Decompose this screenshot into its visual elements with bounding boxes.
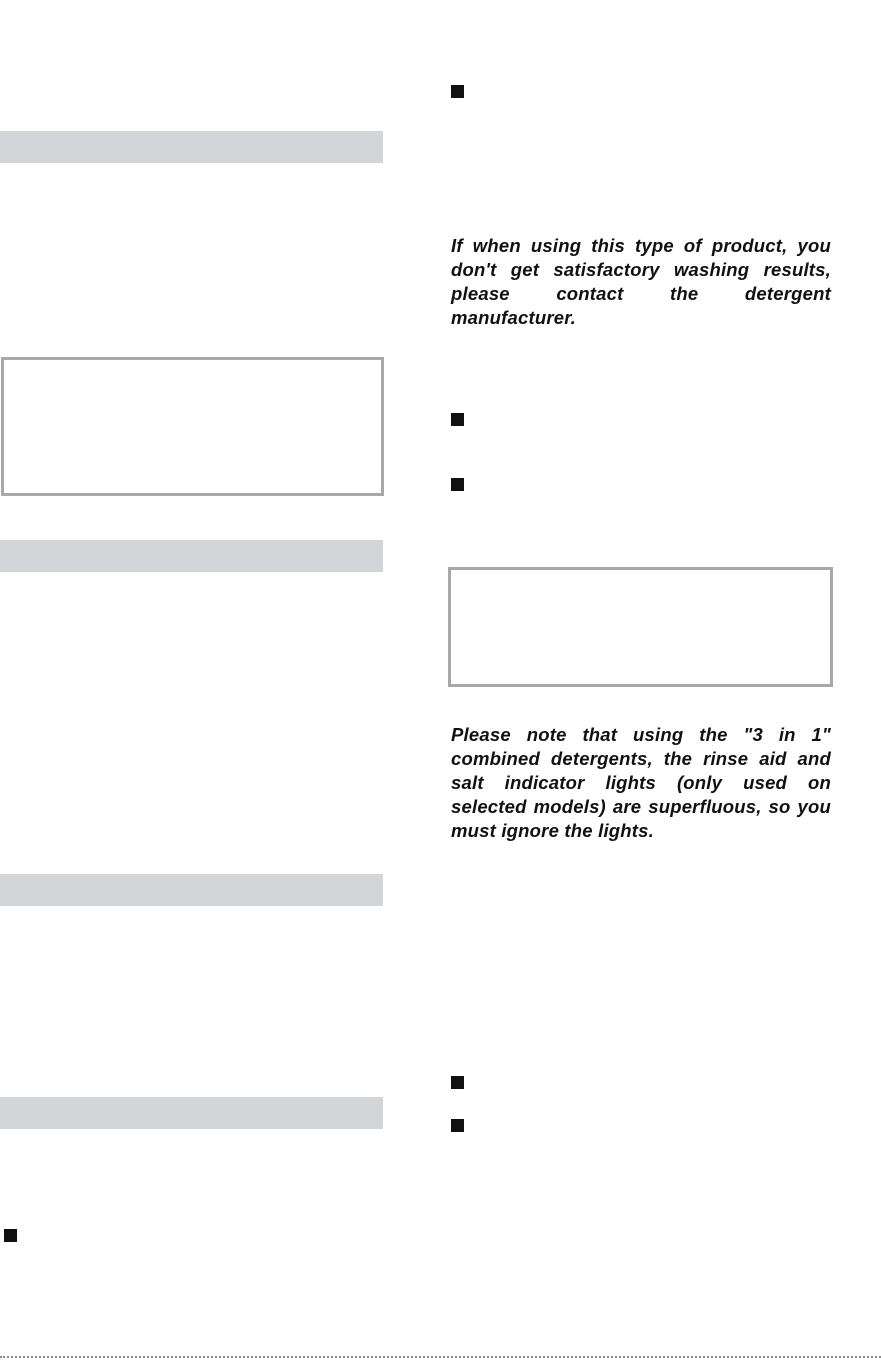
right-bullet-square-5 <box>451 1119 464 1132</box>
detergent-results-note: If when using this type of product, you don't get satisfactory washing results, please contact the detergent manufacturer. <box>451 235 831 328</box>
right-bullet-square-3 <box>451 478 464 491</box>
left-bullet-square <box>4 1229 17 1242</box>
combined-detergents-note: Please note that using the "3 in 1" combined detergents, the rinse aid and salt indicator lights (only used on selected models) are superfluous, so you must ignore the lights. <box>451 724 831 841</box>
right-bullet-square-4 <box>451 1076 464 1089</box>
section-header-band-2 <box>0 540 383 572</box>
right-bullet-square-2 <box>451 413 464 426</box>
footer-dotted-rule <box>0 1356 881 1358</box>
section-header-band-4 <box>0 1097 383 1129</box>
right-framed-box <box>448 567 833 687</box>
section-header-band-1 <box>0 131 383 163</box>
section-header-band-3 <box>0 874 383 906</box>
right-bullet-square-1 <box>451 85 464 98</box>
left-framed-box <box>1 357 384 496</box>
